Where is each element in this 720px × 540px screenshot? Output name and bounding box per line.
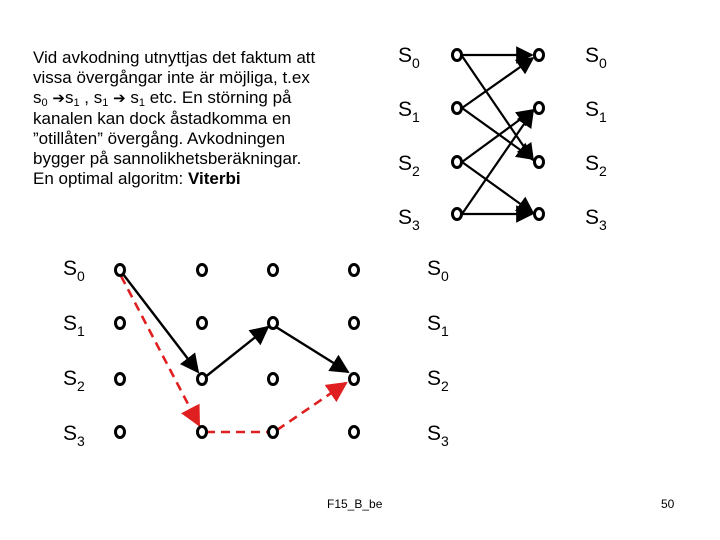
example-b-to: s bbox=[130, 88, 139, 107]
example-a-to-sub: 1 bbox=[73, 97, 80, 109]
transition-s2-s1 bbox=[462, 110, 533, 162]
trellis-node bbox=[350, 265, 359, 276]
node-left-0 bbox=[453, 50, 462, 61]
state-label-left-3: $S_3$ bbox=[398, 206, 420, 233]
example-b-from: s bbox=[93, 88, 103, 107]
state-label-right-3: $S_3$ bbox=[585, 206, 607, 233]
example-tail: etc. En störning på bbox=[145, 88, 292, 107]
right-arrow-icon: ➔ bbox=[52, 90, 65, 107]
state-label-right-2: $S_2$ bbox=[585, 152, 607, 179]
state-transition-diagram bbox=[398, 44, 607, 233]
trellis-node bbox=[269, 427, 278, 438]
trellis-node bbox=[116, 374, 125, 385]
node-right-0 bbox=[535, 50, 544, 61]
trellis-label-left-0: $S_0$ bbox=[63, 257, 85, 284]
algorithm-prefix: En optimal algoritm: bbox=[33, 169, 188, 188]
example-a-from-sub: 0 bbox=[41, 97, 48, 109]
example-a-from: s bbox=[33, 88, 42, 107]
trellis-right-labels bbox=[427, 257, 449, 449]
trellis-node bbox=[198, 427, 207, 438]
trellis-node bbox=[350, 374, 359, 385]
trellis-node bbox=[198, 374, 207, 385]
trellis-node bbox=[269, 318, 278, 329]
path-segment-s1-s2 bbox=[276, 327, 348, 372]
example-b-to-sub: 1 bbox=[138, 97, 146, 109]
trellis-node bbox=[269, 374, 278, 385]
trellis-label-left-1: $S_1$ bbox=[63, 312, 85, 339]
node-right-3 bbox=[535, 209, 544, 220]
node-left-2 bbox=[453, 157, 462, 168]
trellis-allowed-path bbox=[123, 274, 348, 378]
description-line-6: bygger på sannolikhetsberäkningar. bbox=[33, 149, 302, 168]
node-right-2 bbox=[535, 157, 544, 168]
transition-s2-s3 bbox=[462, 162, 533, 213]
trellis-label-right-3: $S_3$ bbox=[427, 422, 449, 449]
transition-s0-s2 bbox=[462, 56, 533, 160]
trellis-node bbox=[198, 318, 207, 329]
trellis-node bbox=[198, 265, 207, 276]
trellis-node bbox=[116, 427, 125, 438]
page-number: 50 bbox=[661, 497, 675, 511]
trellis-label-right-0: $S_0$ bbox=[427, 257, 449, 284]
trellis-label-left-2: $S_2$ bbox=[63, 367, 85, 394]
description-line-5: ”otillåten” övergång. Avkodningen bbox=[33, 129, 286, 148]
trellis-left-labels bbox=[63, 257, 85, 449]
trellis-label-right-1: $S_1$ bbox=[427, 312, 449, 339]
trellis-label-left-3: $S_3$ bbox=[63, 422, 85, 449]
trellis-node bbox=[350, 427, 359, 438]
state-label-right-0: $S_0$ bbox=[585, 44, 607, 71]
node-left-3 bbox=[453, 209, 462, 220]
transition-s1-s0 bbox=[462, 58, 533, 108]
state-label-left-2: $S_2$ bbox=[398, 152, 420, 179]
node-left-1 bbox=[453, 103, 462, 114]
trellis-node bbox=[269, 265, 278, 276]
example-b-from-sub: 1 bbox=[102, 97, 109, 109]
state-label-right-1: $S_1$ bbox=[585, 98, 607, 125]
trellis-label-right-2: $S_2$ bbox=[427, 367, 449, 394]
example-separator: , bbox=[79, 88, 94, 107]
trellis-node bbox=[350, 318, 359, 329]
trellis-diagram bbox=[63, 257, 449, 449]
left-state-labels bbox=[398, 44, 420, 233]
transition-s1-s2 bbox=[462, 108, 533, 159]
state-label-left-0: $S_0$ bbox=[398, 44, 420, 71]
right-arrow-icon: ➔ bbox=[113, 90, 126, 107]
trellis-node bbox=[116, 318, 125, 329]
footer-label: F15_B_be bbox=[327, 497, 383, 511]
path-segment-s0-s2 bbox=[123, 274, 198, 372]
node-right-1 bbox=[535, 103, 544, 114]
error-segment-s0-s3 bbox=[121, 276, 199, 425]
description-line-4: kanalen kan dock åstadkomma en bbox=[33, 109, 291, 128]
transition-s3-s1 bbox=[462, 111, 533, 214]
path-segment-s2-s1 bbox=[204, 327, 268, 378]
transition-arrows bbox=[462, 55, 533, 214]
description-line-1: Vid avkodning utnyttjas det faktum att bbox=[33, 48, 316, 67]
right-state-labels bbox=[585, 44, 607, 233]
error-segment-s3-s2 bbox=[277, 383, 346, 430]
example-a-to: s bbox=[64, 88, 74, 107]
algorithm-name: Viterbi bbox=[187, 169, 241, 188]
trellis-node bbox=[116, 265, 125, 276]
state-label-left-1: $S_1$ bbox=[398, 98, 420, 125]
description-line-2: vissa övergångar inte är möjliga, t.ex bbox=[33, 68, 310, 87]
